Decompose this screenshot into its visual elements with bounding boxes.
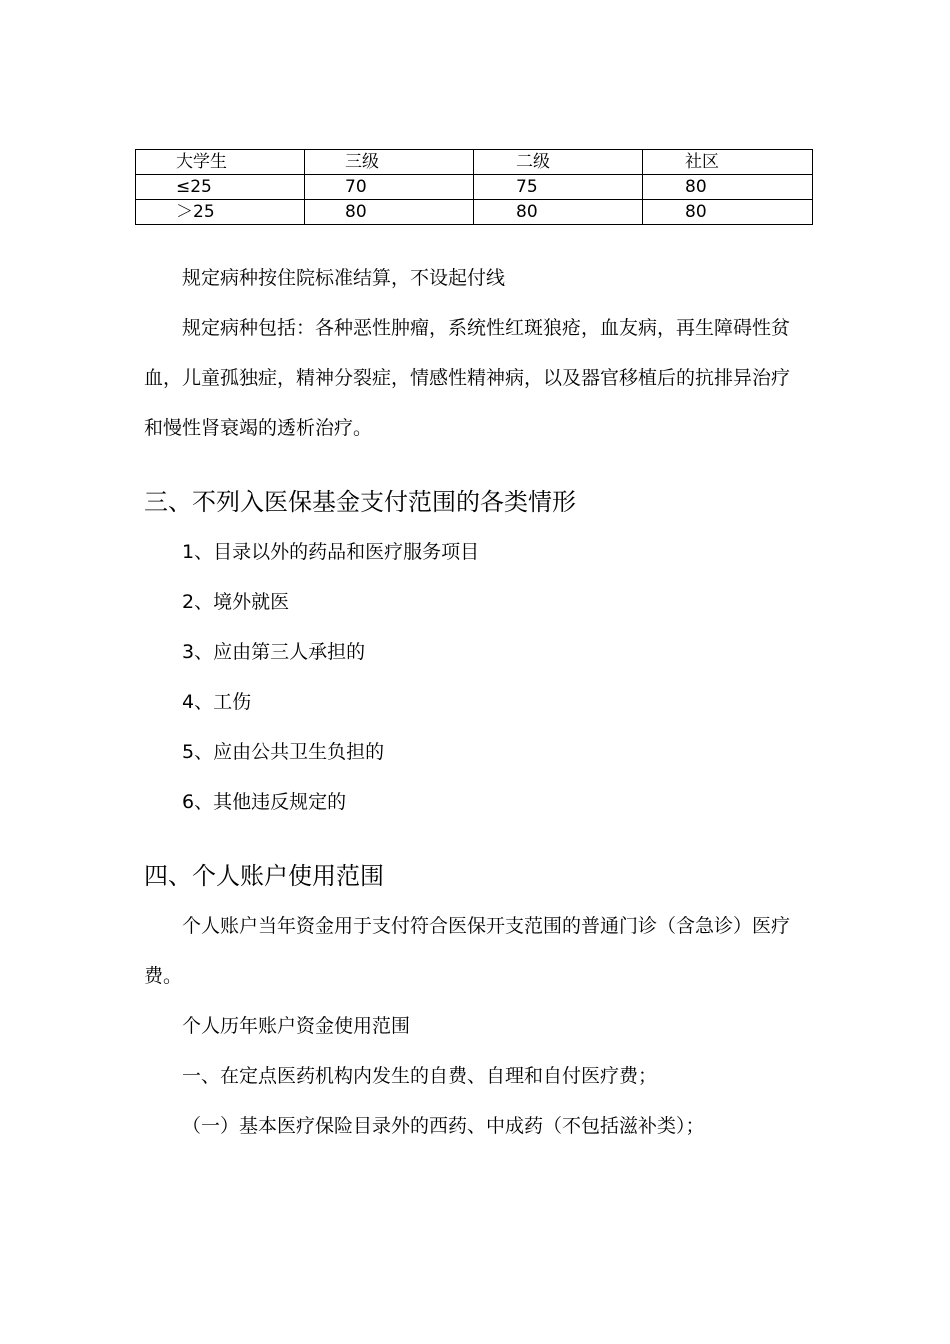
table-header-cell: 二级 [474, 150, 643, 175]
section-heading-excluded-cases: 三、不列入医保基金支付范围的各类情形 [144, 488, 576, 516]
list-item: 1、目录以外的药品和医疗服务项目 [182, 541, 480, 563]
section-heading-personal-account: 四、个人账户使用范围 [144, 862, 384, 890]
table-cell: 75 [474, 175, 643, 200]
list-item: 6、其他违反规定的 [182, 791, 347, 813]
table-cell: 70 [305, 175, 474, 200]
table-header-cell: 大学生 [136, 150, 305, 175]
list-item: 2、境外就医 [182, 591, 290, 613]
table-row [136, 200, 813, 225]
table-row [136, 175, 813, 200]
table-cell: 80 [305, 200, 474, 225]
list-item: 4、工伤 [182, 691, 252, 713]
paragraph-sub-item-one: （一）基本医疗保险目录外的西药、中成药（不包括滋补类）； [182, 1115, 705, 1137]
table-cell: ＞25 [136, 200, 305, 225]
paragraph-item-one: 一、在定点医药机构内发生的自费、自理和自付医疗费； [182, 1065, 658, 1087]
table-header-cell: 社区 [643, 150, 813, 175]
paragraph-historical-account: 个人历年账户资金使用范围 [182, 1015, 411, 1037]
table-cell: 80 [643, 175, 813, 200]
reimbursement-rate-table [135, 149, 813, 225]
table-header-cell: 三级 [305, 150, 474, 175]
table-header-row [136, 150, 813, 175]
paragraph-settlement-rule: 规定病种按住院标准结算，不设起付线 [182, 267, 506, 289]
paragraph-current-year-account-line: 个人账户当年资金用于支付符合医保开支范围的普通门诊（含急诊）医疗 [182, 915, 791, 937]
list-item: 5、应由公共卫生负担的 [182, 741, 385, 763]
list-item: 3、应由第三人承担的 [182, 641, 366, 663]
paragraph-disease-list-line: 血，儿童孤独症，精神分裂症，情感性精神病，以及器官移植后的抗排异治疗 [144, 367, 791, 389]
table-cell: 80 [643, 200, 813, 225]
paragraph-current-year-account-line: 费。 [144, 965, 183, 987]
table-cell: ≤25 [136, 175, 305, 200]
table-cell: 80 [474, 200, 643, 225]
paragraph-disease-list-line: 和慢性肾衰竭的透析治疗。 [144, 417, 373, 439]
paragraph-disease-list-line: 规定病种包括：各种恶性肿瘤，系统性红斑狼疮，血友病，再生障碍性贫 [182, 317, 791, 339]
